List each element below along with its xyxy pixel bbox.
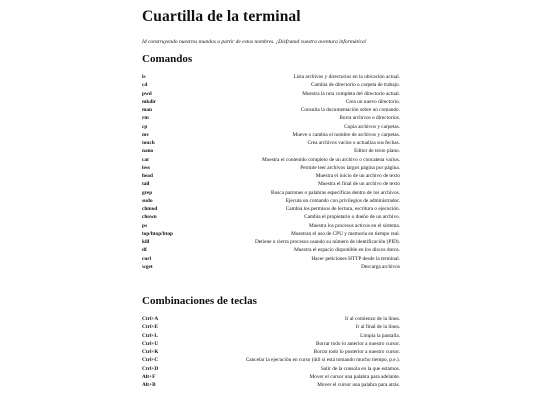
shortcut-key: Ctrl+E: [142, 324, 158, 331]
command-row: [142, 189, 400, 197]
commands-list: [142, 73, 400, 271]
command-description: Copia archivos y carpetas.: [344, 123, 400, 130]
command-row: [142, 73, 400, 81]
command-key: curl: [142, 255, 152, 262]
shortcut-description: Limpia la pantalla.: [360, 332, 400, 339]
page-title: Cuartilla de la terminal: [142, 8, 301, 25]
command-row: [142, 164, 400, 172]
shortcut-row: [142, 323, 400, 331]
command-key: cat: [142, 156, 149, 163]
shortcut-key: Ctrl+A: [142, 316, 159, 322]
command-description: Hacer peticiones HTTP desde la terminal.: [311, 255, 400, 262]
command-description: Muestra el inicio de un archivo de texto: [315, 173, 400, 179]
commands-heading: Comandos: [142, 53, 193, 65]
shortcuts-list: [142, 315, 400, 389]
shortcut-row: [142, 332, 400, 340]
command-key: top/htop/btop: [142, 230, 173, 237]
command-description: Detiene o cierra procesos usando su número de identificación (PID).: [254, 239, 400, 245]
shortcut-key: Ctrl+U: [142, 340, 159, 347]
command-row: [142, 81, 400, 89]
shortcut-key: Ctrl+C: [142, 357, 159, 364]
command-row: [142, 131, 400, 139]
shortcut-row: [142, 356, 400, 364]
command-key: chmod: [142, 206, 158, 212]
shortcut-key: Ctrl+L: [142, 332, 158, 339]
command-key: wget: [142, 263, 153, 270]
command-description: Muestra la ruta completa del directorio actual.: [302, 90, 400, 97]
command-key: kill: [142, 239, 150, 245]
command-key: touch: [142, 140, 155, 146]
command-row: [142, 156, 400, 164]
shortcut-description: Ir al comienzo de la línea.: [344, 316, 400, 322]
command-description: Lista archivos y directorios en la ubicación actual.: [293, 74, 400, 80]
command-row: [142, 230, 400, 238]
command-key: df: [142, 247, 147, 254]
command-row: [142, 90, 400, 98]
command-key: rm: [142, 115, 149, 122]
command-key: mv: [142, 131, 150, 138]
command-key: ps: [142, 222, 148, 229]
command-row: [142, 180, 400, 188]
command-description: Muestra el contenido completo de un archivo o concatena varios.: [262, 156, 400, 163]
shortcut-key: Ctrl+K: [142, 349, 159, 355]
shortcut-row: [142, 340, 400, 348]
shortcut-description: Ir al final de la línea.: [355, 324, 400, 331]
command-description: Busca patrones o palabras específicas dentro de los archivos.: [271, 189, 400, 196]
command-row: [142, 197, 400, 205]
shortcut-description: Mover el cursor una palabra para adelante.: [309, 373, 400, 380]
command-description: Muestran el uso de CPU y memoria en tiempo real.: [291, 230, 400, 237]
command-description: Editor de texto plano.: [354, 148, 400, 155]
shortcut-row: [142, 373, 400, 381]
command-key: pwd: [142, 90, 152, 97]
shortcut-description: Cancelar la ejecución en curso (útil si está tomando mucho tiempo, p.e.).: [245, 357, 400, 364]
shortcut-description: Borrar todo lo posterior a nuestro cursor.: [313, 349, 400, 355]
document-page: [142, 0, 400, 405]
command-row: [142, 139, 400, 147]
command-key: sudo: [142, 197, 153, 204]
command-description: Cambia el propietario o dueño de un archivo.: [304, 214, 400, 221]
command-row: [142, 255, 400, 263]
command-description: Crea un nuevo directorio.: [345, 98, 400, 105]
shortcut-row: [142, 365, 400, 373]
command-row: [142, 123, 400, 131]
command-description: Ejecuta un comando con privilegios de administrador.: [285, 197, 400, 204]
shortcut-description: Mover el cursor una palabra para atrás.: [317, 382, 400, 388]
command-key: cd: [142, 82, 148, 89]
command-description: Consulta la documentación sobre un comando.: [300, 107, 400, 113]
shortcut-key: Ctrl+D: [142, 365, 159, 372]
command-row: [142, 106, 400, 114]
shortcut-row: [142, 381, 400, 389]
command-row: [142, 205, 400, 213]
command-key: head: [142, 173, 153, 179]
command-row: [142, 263, 400, 271]
command-description: Borra archivos o directorios.: [339, 115, 400, 122]
command-row: [142, 222, 400, 230]
command-key: ls: [142, 74, 146, 80]
command-description: Muestra el espacio disponible en los discos duros.: [294, 247, 400, 254]
shortcut-row: [142, 315, 400, 323]
command-description: Permite leer archivos largos página por página.: [300, 164, 400, 171]
command-description: Muestra el final de un archivo de texto: [318, 181, 400, 188]
command-row: [142, 172, 400, 180]
command-key: grep: [142, 189, 153, 196]
command-description: Mueve o cambia el nombre de archivos y carpetas.: [292, 131, 400, 138]
command-key: mkdir: [142, 98, 157, 105]
command-row: [142, 114, 400, 122]
command-row: [142, 246, 400, 254]
tagline: Id construyendo nuestros mundos a partir de estos nombres. ¡Disfrutad vuestra aventura informática!: [142, 39, 367, 45]
command-description: Crea archivos vacíos o actualiza sus fechas.: [307, 140, 400, 146]
command-row: [142, 98, 400, 106]
shortcut-description: Borrar todo lo anterior a nuestro cursor.: [316, 340, 400, 347]
command-key: nano: [142, 148, 154, 155]
command-row: [142, 213, 400, 221]
shortcut-key: Alt+B: [142, 382, 156, 388]
command-description: Muestra los procesos activos en el sistema.: [308, 222, 400, 229]
shortcut-key: Alt+F: [142, 373, 156, 380]
command-key: cp: [142, 123, 148, 130]
shortcut-row: [142, 348, 400, 356]
command-description: Cambia los permisos de lectura, escritura o ejecución.: [285, 206, 400, 212]
command-description: Cambia de directorio o carpeta de trabajo.: [311, 82, 400, 89]
command-key: man: [142, 107, 153, 113]
command-key: less: [142, 164, 150, 171]
command-key: chown: [142, 214, 157, 221]
shortcut-description: Salir de la consola en la que estamos.: [320, 365, 400, 372]
command-key: tail: [142, 181, 150, 188]
command-row: [142, 238, 400, 246]
command-description: Descarga archivos: [361, 263, 400, 270]
command-row: [142, 147, 400, 155]
shortcuts-heading: Combinaciones de teclas: [142, 295, 257, 307]
